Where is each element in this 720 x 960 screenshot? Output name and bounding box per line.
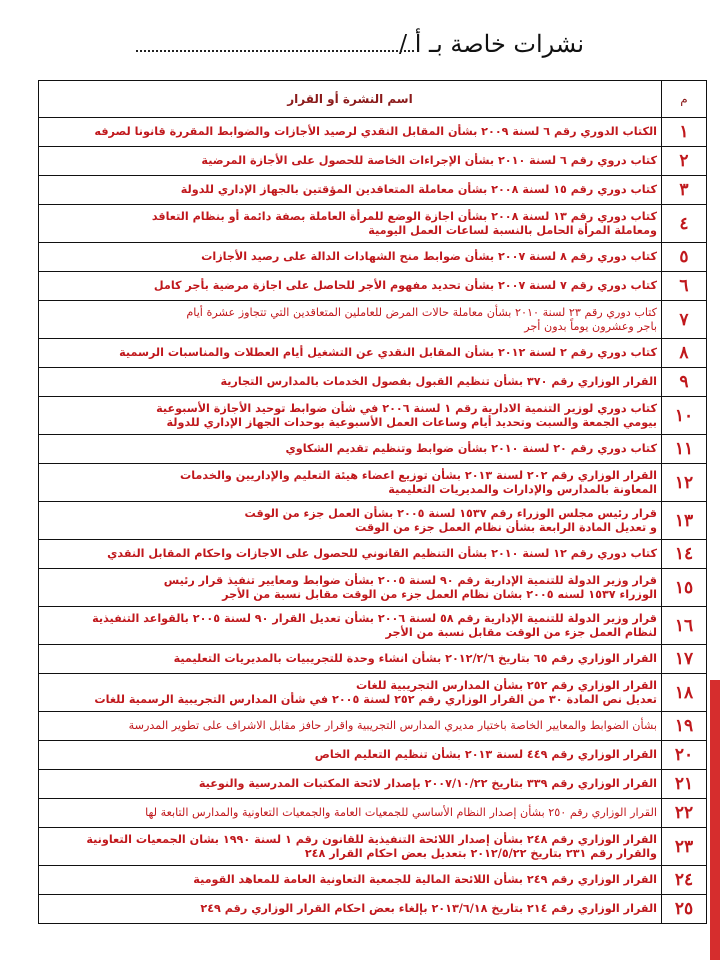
table-body [39,118,707,924]
row-title-line: كتاب دوري لوزير التنمية الادارية رقم ١ لسنة ٢٠٠٦ في شأن ضوابط توحيد الأجازة الأسبوعية [156,401,657,415]
row-title-line: القرار الوزاري رقم ٣٧٠ بشأن تنظيم القبول بفصول الخدمات بالمدارس التجارية [220,375,657,388]
table-row [39,895,707,924]
row-title-line: القرار الوزاري رقم ٢٥٠ بشأن إصدار النظام الأساسي للجمعيات العامة والجمعيات التعاونية والمدارس التابعة لها [145,806,657,819]
row-title [39,368,662,397]
row-title-line: القرار الوزاري رقم ٤٤٩ لسنة ٢٠١٣ بشأن تنظيم التعليم الخاص [314,748,657,761]
row-number: ٤ [662,205,707,243]
column-header-number: م [662,81,707,118]
table-row [39,569,707,607]
row-title-line: القرار الوزاري رقم ٢٤٩ بشأن اللائحة المالية للجمعية التعاونية العامة للمعاهد القومية [193,873,657,886]
row-number: ٢٥ [662,895,707,924]
row-number: ١٥ [662,569,707,607]
row-number: ٢١ [662,770,707,799]
row-title-line: كتاب دوري رقم ١٥ لسنة ٢٠٠٨ بشأن معاملة المتعاقدين المؤقتين بالجهاز الإداري للدولة [180,183,657,196]
row-title-line: كتاب دوري رقم ٢٣ لسنة ٢٠١٠ بشأن معاملة حالات المرض للعاملين المتعاقدين التي تتجاوز عشرة أيام [186,305,657,319]
table-row [39,205,707,243]
row-title [39,741,662,770]
row-title [39,176,662,205]
row-title [39,540,662,569]
row-number: ٥ [662,243,707,272]
row-title-line: والقرار رقم ٢٣١ بتاريخ ٢٠١٢/٥/٢٢ بتعديل بعض احكام القرار ٢٤٨ [304,846,657,860]
title-dotted-line [136,50,414,52]
row-title-line: لنظام العمل جزء من الوقت مقابل نسبة من الأجر [385,625,657,639]
row-title [39,674,662,712]
row-title-line: الكتاب الدوري رقم ٦ لسنة ٢٠٠٩ بشأن المقابل النقدي لرصيد الأجازات والضوابط المقررة قانونا لصرفه [94,125,657,138]
row-number: ٨ [662,339,707,368]
row-number: ٢ [662,147,707,176]
row-title [39,147,662,176]
row-title-line: كتاب دوري رقم ٢ لسنة ٢٠١٢ بشأن المقابل النقدي عن التشغيل أيام العطلات والمناسبات الرسمية [119,346,657,359]
row-title [39,301,662,339]
table-row [39,712,707,741]
row-title-line: قرار وزير الدولة للتنمية الإدارية رقم ٥٨ لسنة ٢٠٠٦ بشأن تعديل القرار ٩٠ لسنة ٢٠٠٥ بالقواعد التنفيذية [92,611,657,625]
page-title [399,30,584,58]
row-number: ١١ [662,435,707,464]
row-number: ١٢ [662,464,707,502]
row-number: ٣ [662,176,707,205]
row-title-line: القرار الوزاري رقم ٣٣٩ بتاريخ ٢٠٠٧/١٠/٢٢ بإصدار لائحة المكتبات المدرسية والنوعية [198,777,657,790]
row-number: ٢٣ [662,828,707,866]
table-row [39,866,707,895]
row-title [39,118,662,147]
bulletins-table [38,80,707,924]
row-title-line: قرار وزير الدولة للتنمية الإدارية رقم ٩٠ لسنة ٢٠٠٥ بشأن ضوابط ومعايير تنفيذ قرار رئيس [163,573,657,587]
row-number: ١٧ [662,645,707,674]
row-title [39,464,662,502]
row-title-line: القرار الوزاري رقم ٢٠٢ لسنة ٢٠١٣ بشأن توزيع اعضاء هيئة التعليم والإداريين والخدمات [179,468,657,482]
table-row [39,176,707,205]
row-number: ٩ [662,368,707,397]
row-title-line: كتاب دوري رقم ١٢ لسنة ٢٠١٠ بشأن التنظيم القانوني للحصول على الاجازات واحكام المقابل النقدي [107,547,657,560]
row-title-line: كتاب دوري رقم ٢٠ لسنة ٢٠١٠ بشأن ضوابط وتنظيم تقديم الشكاوي [285,442,657,455]
row-title-line: القرار الوزاري رقم ٢٥٢ بشأن المدارس التجريبية للغات [356,678,657,692]
row-title-line: المعاونة بالمدارس والإدارات والمديريات التعليمية [388,482,657,496]
row-title-line: بشأن الضوابط والمعايير الخاصة باختيار مديري المدارس التجريبية واقرار حافز مقابل الاشراف على تطوير المدرسة [128,719,657,732]
table-row [39,243,707,272]
table-row [39,464,707,502]
row-title [39,205,662,243]
row-title [39,770,662,799]
column-header-title: اسم النشرة أو القرار [39,81,662,118]
table-row [39,118,707,147]
row-title-line: الوزراء ١٥٣٧ لسنه ٢٠٠٥ بشان نظام العمل جزء من الوقت مقابل نسبة من الأجر [222,587,657,601]
row-title-line: القرار الوزاري رقم ٦٥ بتاريخ ٢٠١٢/٢/٦ بشأن انشاء وحدة للتجريبيات بالمديريات التعليمية [173,652,657,665]
table-row [39,301,707,339]
table-row [39,607,707,645]
row-title [39,607,662,645]
row-title [39,799,662,828]
row-number: ٢٠ [662,741,707,770]
row-title [39,866,662,895]
table-row [39,828,707,866]
table-row [39,435,707,464]
decorative-side-bar [710,680,720,960]
row-number: ١٣ [662,502,707,540]
row-number: ١٤ [662,540,707,569]
row-title [39,243,662,272]
row-title [39,272,662,301]
table-row [39,397,707,435]
row-title-line: كتاب دوري رقم ٨ لسنة ٢٠٠٧ بشأن ضوابط منح الشهادات الدالة على رصيد الأجازات [201,250,657,263]
row-number: ١٩ [662,712,707,741]
row-title-line: كتاب دوري رقم ٧ لسنة ٢٠٠٧ بشأن تحديد مفهوم الأجر للحاصل على اجازة مرضية بأجر كامل [153,279,657,292]
row-number: ١ [662,118,707,147]
table-row [39,147,707,176]
row-title [39,712,662,741]
table-header-row [39,81,707,118]
row-title [39,435,662,464]
table-row [39,368,707,397]
row-number: ٧ [662,301,707,339]
row-title [39,339,662,368]
table-row [39,674,707,712]
row-title-line: بيومي الجمعة والسبت وتحديد أيام وساعات العمل الأسبوعية بوحدات الجهاز الإداري للدولة [166,415,657,429]
row-number: ٢٤ [662,866,707,895]
row-number: ١٠ [662,397,707,435]
row-number: ١٦ [662,607,707,645]
row-title [39,895,662,924]
row-title [39,645,662,674]
row-title-line: كتاب دروي رقم ٦ لسنة ٢٠١٠ بشأن الإجراءات الخاصة للحصول على الأجازة المرضية [201,154,657,167]
table-row [39,741,707,770]
row-title [39,502,662,540]
table-row [39,339,707,368]
row-title-line: كتاب دوري رقم ١٣ لسنة ٢٠٠٨ بشأن اجازة الوضع للمرأة العاملة بصفة دائمة أو بنظام التعاقد [151,209,657,223]
row-number: ٦ [662,272,707,301]
table-row [39,645,707,674]
row-number: ٢٢ [662,799,707,828]
row-title-line: ومعاملة المرأة الحامل بالنسبة لساعات العمل اليومية [368,223,657,237]
row-title-line: تعديل نص المادة ٣٠ من القرار الوزاري رقم ٢٥٢ لسنة ٢٠٠٥ في شأن المدارس التجريبية الرسمية للغات [94,692,657,706]
table-row [39,799,707,828]
row-title-line: باجر وعشرون يوماً بدون أجر [524,319,657,333]
row-title-line: و تعديل المادة الرابعة بشأن نظام العمل جزء من الوقت [354,520,657,534]
row-title-line: قرار رئيس مجلس الوزراء رقم ١٥٣٧ لسنة ٢٠٠٥ بشأن العمل جزء من الوقت [244,506,657,520]
row-title [39,828,662,866]
row-title [39,397,662,435]
table-row [39,272,707,301]
table-row [39,502,707,540]
table-row [39,770,707,799]
row-title-line: القرار الوزاري رقم ٢٤٨ بشأن إصدار اللائحة التنفيذية للقانون رقم ١ لسنة ١٩٩٠ بشان الجمعيات التعاونية [86,832,657,846]
row-number: ١٨ [662,674,707,712]
row-title-line: القرار الوزاري رقم ٢١٤ بتاريخ ٢٠١٣/٦/١٨ بإلغاء بعض احكام القرار الوزاري رقم ٢٤٩ [200,902,657,915]
page-title-text: نشرات خاصة بـ أ / [399,30,584,58]
table-row [39,540,707,569]
row-title [39,569,662,607]
